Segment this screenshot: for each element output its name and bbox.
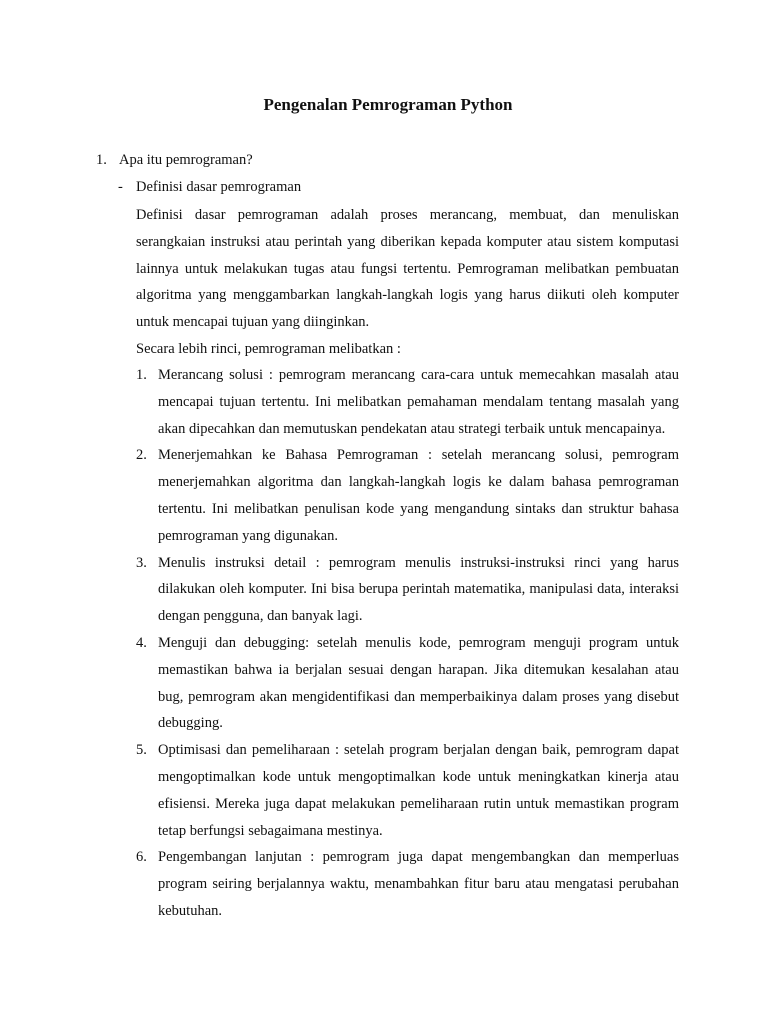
list-item-text: Menerjemahkan ke Bahasa Pemrograman : setelah merancang solusi, pemrogram menerjemahkan algoritma dan langkah-langkah logis ke dalam bahasa pemrograman tertentu. Ini melibatkan penulisan kode yang mengandung sintaks dan struktur bahasa pemrograman yang digunakan.: [158, 447, 679, 544]
list-item: [136, 630, 679, 737]
list-item-text: Menguji dan debugging: setelah menulis kode, pemrogram menguji program untuk memastikan bahwa ia berjalan sesuai dengan harapan. Jika ditemukan kesalahan atau bug, pemrogram akan mengidentifikasi dan memperbaikinya dalam proses yang disebut debugging.: [158, 634, 679, 732]
list-item: [136, 442, 679, 549]
list-item-text: Optimisasi dan pemeliharaan : setelah program berjalan dengan baik, pemrogram dapat mengoptimalkan kode untuk mengoptimalkan kode untuk meningkatkan kinerja atau efisiensi. Mereka juga dapat melakukan pemeliharaan rutin untuk memastikan program tetap berfungsi sebagaimana mestinya.: [158, 742, 679, 839]
bullet-dash: -: [118, 179, 123, 195]
list-item-number: 4.: [136, 634, 147, 651]
section-heading: Apa itu pemrograman?: [119, 152, 253, 168]
list-item-text: Pengembangan lanjutan : pemrogram juga dapat mengembangkan dan memperluas program seiring berjalannya waktu, menambahkan fitur baru atau mengatasi perubahan kebutuhan.: [158, 849, 679, 919]
section-number: 1.: [96, 152, 107, 168]
document-title: Pengenalan Pemrograman Python: [263, 95, 513, 114]
subheading: Definisi dasar pemrograman: [136, 179, 302, 195]
list-item: [136, 362, 679, 442]
numbered-list: [136, 362, 679, 925]
list-item-text: Merancang solusi : pemrogram merancang cara-cara untuk memecahkan masalah atau mencapai tujuan tertentu. Ini melibatkan pemahaman mendalam tentang masalah yang akan dipecahkan dan memutuskan pendekatan atau strategi terbaik untuk mencapainya.: [158, 367, 679, 437]
list-item-number: 1.: [136, 367, 147, 383]
list-item-number: 6.: [136, 849, 147, 866]
list-item-number: 3.: [136, 554, 147, 571]
list-item: [136, 737, 679, 844]
list-item: [136, 844, 679, 924]
list-item: [136, 550, 679, 630]
intro-text: Secara lebih rinci, pemrograman melibatkan :: [136, 341, 401, 357]
list-item-number: 5.: [136, 742, 147, 759]
definition-paragraph: Definisi dasar pemrograman adalah proses merancang, membuat, dan menuliskan serangkaian instruksi atau perintah yang diberikan kepada komputer atau sistem komputasi lainnya untuk melakukan tugas atau fungsi tertentu. Pemrograman melibatkan pembuatan algoritma yang menggambarkan langkah-langkah logis yang harus diikuti oleh komputer untuk mencapai tujuan yang diinginkan.: [136, 207, 679, 331]
list-item-number: 2.: [136, 447, 147, 464]
list-item-text: Menulis instruksi detail : pemrogram menulis instruksi-instruksi rinci yang harus dilakukan oleh komputer. Ini bisa berupa perintah matematika, manipulasi data, interaksi dengan pengguna, dan banyak lagi.: [158, 554, 679, 625]
